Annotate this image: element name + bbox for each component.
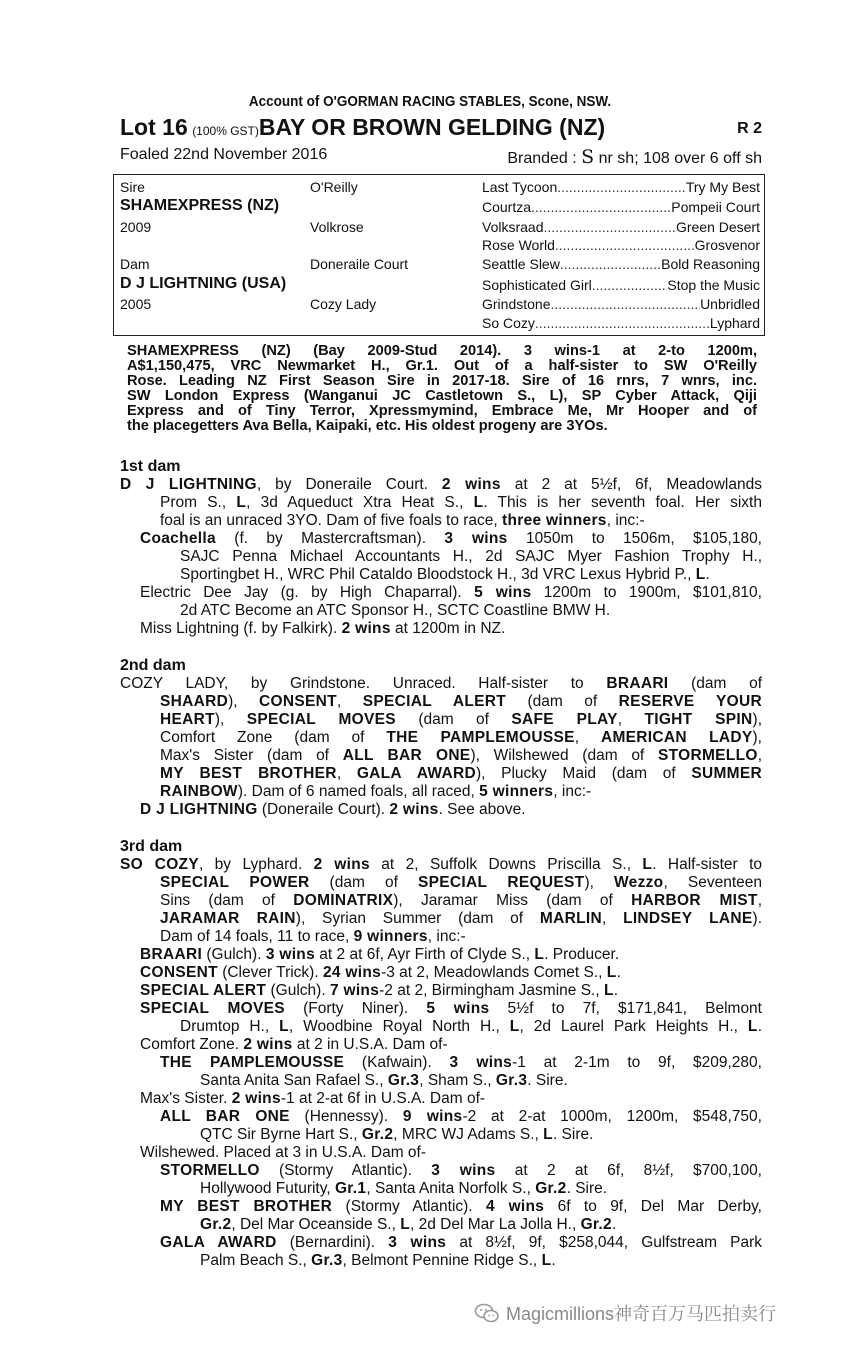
third-dam-line: SPECIAL ALERT (Gulch). 7 wins-2 at 2, Birmingham Jasmine S., L. — [140, 982, 619, 999]
first-dam-line: 2d ATC Become an ATC Sponsor H., SCTC Coastline BMW H. — [180, 602, 611, 619]
watermark-text: Magicmillions神奇百万马匹拍卖行 — [506, 1304, 777, 1324]
second-dam-heading: 2nd dam — [120, 657, 186, 674]
branded-suffix: nr sh; 108 over 6 off sh — [594, 150, 762, 167]
third-dam-line: Gr.2, Del Mar Oceanside S., L, 2d Del Mar La Jolla H., Gr.2. — [200, 1216, 617, 1233]
second-dam-line: HEART), SPECIAL MOVES (dam of SAFE PLAY, TIGHT SPIN), — [160, 711, 762, 728]
third-dam-line: SPECIAL MOVES (Forty Niner). 5 wins 5½f to 7f, $171,841, Belmont — [140, 1000, 762, 1017]
sire-sire: O'Reilly — [310, 179, 358, 195]
sire-summary-line: SW London Express (Wanganui JC Castletown S., L), SP Cyber Attack, Qiji — [127, 388, 757, 404]
third-dam-line: THE PAMPLEMOUSSE (Kafwain). 3 wins-1 at 2-1m to 9f, $209,280, — [160, 1054, 762, 1071]
second-dam-line: D J LIGHTNING (Doneraile Court). 2 wins. See above. — [140, 801, 526, 818]
first-dam-line: D J LIGHTNING, by Doneraile Court. 2 wins at 2 at 5½f, 6f, Meadowlands — [120, 476, 762, 493]
third-dam-line: GALA AWARD (Bernardini). 3 wins at 8½f, 9f, $258,044, Gulfstream Park — [160, 1234, 762, 1251]
third-dam-line: STORMELLO (Stormy Atlantic). 3 wins at 2 at 6f, 8½f, $700,100, — [160, 1162, 762, 1179]
third-dam-line: SPECIAL POWER (dam of SPECIAL REQUEST), Wezzo, Seventeen — [160, 874, 762, 891]
dam-label: Dam — [120, 256, 150, 272]
wechat-icon — [474, 1302, 500, 1324]
account-line: Account of O'GORMAN RACING STABLES, Scone, NSW. — [248, 93, 612, 110]
first-dam-line: Prom S., L, 3d Aqueduct Xtra Heat S., L. This is her seventh foal. Her sixth — [160, 494, 762, 511]
sire-summary-line: Rose. Leading NZ First Season Sire in 2017-18. Sire of 16 rnrs, 7 wnrs, inc. — [127, 373, 757, 389]
third-dam-line: Dam of 14 foals, 11 to race, 9 winners, inc:- — [160, 928, 466, 945]
sire-name: SHAMEXPRESS (NZ) — [120, 197, 280, 214]
sire-summary-line: the placegetters Ava Bella, Kaipaki, etc. His oldest progeny are 3YOs. — [127, 418, 608, 434]
second-dam-line: MY BEST BROTHER, GALA AWARD), Plucky Maid (dam of SUMMER — [160, 765, 762, 782]
first-dam-heading: 1st dam — [120, 458, 181, 475]
dam-sire: Doneraile Court — [310, 256, 409, 272]
ring-number: R 2 — [737, 120, 762, 137]
third-dam-line: Sins (dam of DOMINATRIX), Jaramar Miss (dam of HARBOR MIST, — [160, 892, 763, 909]
second-dam-line: Max's Sister (dam of ALL BAR ONE), Wilshewed (dam of STORMELLO, — [160, 747, 762, 764]
third-dam-line: Palm Beach S., Gr.3, Belmont Pennine Ridge S., L. — [200, 1252, 556, 1269]
grandparent-row: Last Tycoon ..... Try My Best — [482, 179, 760, 195]
dam-name: D J LIGHTNING (USA) — [120, 275, 287, 292]
first-dam-line: Coachella (f. by Mastercraftsman). 3 wins 1050m to 1506m, $105,180, — [140, 530, 762, 547]
lot-title — [120, 114, 762, 144]
third-dam-line: Wilshewed. Placed at 3 in U.S.A. Dam of- — [140, 1144, 427, 1161]
third-dam-line: JARAMAR RAIN), Syrian Summer (dam of MARLIN, LINDSEY LANE). — [160, 910, 763, 927]
third-dam-line: Hollywood Futurity, Gr.1, Santa Anita Norfolk S., Gr.2. Sire. — [200, 1180, 608, 1197]
sire-summary — [127, 344, 757, 434]
grandparent-row: Seattle Slew ..... Bold Reasoning — [482, 256, 760, 272]
sire-summary-line: SHAMEXPRESS (NZ) (Bay 2009-Stud 2014). 3 wins-1 at 2-to 1200m, — [127, 343, 757, 359]
third-dam-line: Comfort Zone. 2 wins at 2 in U.S.A. Dam of- — [140, 1036, 448, 1053]
third-dam-heading: 3rd dam — [120, 838, 183, 855]
watermark — [474, 1300, 776, 1326]
grandparent-row: So Cozy ..... Lyphard — [482, 315, 760, 331]
dam-dam: Cozy Lady — [310, 296, 377, 312]
third-dam-line: ALL BAR ONE (Hennessy). 9 wins-2 at 2-at 1000m, 1200m, $548,750, — [160, 1108, 762, 1125]
dam-year: 2005 — [120, 296, 152, 312]
second-dam-line: RAINBOW). Dam of 6 named foals, all raced, 5 winners, inc:- — [160, 783, 592, 800]
sire-label: Sire — [120, 179, 145, 195]
third-dam-line: SO COZY, by Lyphard. 2 wins at 2, Suffolk Downs Priscilla S., L. Half-sister to — [120, 856, 763, 873]
first-dam-line: foal is an unraced 3YO. Dam of five foals to race, three winners, inc:- — [160, 512, 645, 529]
grandparent-row: Volksraad ..... Green Desert — [482, 219, 760, 235]
third-dam-line: MY BEST BROTHER (Stormy Atlantic). 4 wins 6f to 9f, Del Mar Derby, — [160, 1198, 762, 1215]
sire-summary-line: Express and of Tiny Terror, Xpressmymind, Embrace Me, Mr Hooper and of — [127, 403, 757, 419]
lot-number: Lot 16 — [120, 114, 188, 140]
third-dam-line: Santa Anita San Rafael S., Gr.3, Sham S., Gr.3. Sire. — [200, 1072, 568, 1089]
second-dam-line: COZY LADY, by Grindstone. Unraced. Half-sister to BRAARI (dam of — [120, 675, 763, 692]
grandparent-row: Sophisticated Girl ..... Stop the Music — [482, 277, 760, 293]
brand-mark: S — [581, 146, 595, 168]
pedigree-table — [113, 174, 765, 336]
first-dam-line: SAJC Penna Michael Accountants H., 2d SAJC Myer Fashion Trophy H., — [180, 548, 762, 565]
branded-prefix: Branded : — [507, 150, 582, 167]
third-dam-line: CONSENT (Clever Trick). 24 wins-3 at 2, Meadowlands Comet S., L. — [140, 964, 621, 981]
second-dam-line: Comfort Zone (dam of THE PAMPLEMOUSSE, AMERICAN LADY), — [160, 729, 762, 746]
third-dam-line: Max's Sister. 2 wins-1 at 2-at 6f in U.S.A. Dam of- — [140, 1090, 486, 1107]
foaled-date: Foaled 22nd November 2016 — [120, 146, 328, 163]
third-dam-line: Drumtop H., L, Woodbine Royal North H., L, 2d Laurel Park Heights H., L. — [180, 1018, 762, 1035]
grandparent-row: Courtza ..... Pompeii Court — [482, 199, 760, 215]
second-dam-line: SHAARD), CONSENT, SPECIAL ALERT (dam of RESERVE YOUR — [160, 693, 762, 710]
grandparent-row: Grindstone ..... Unbridled — [482, 296, 760, 312]
sire-year: 2009 — [120, 219, 152, 235]
first-dam-line: Electric Dee Jay (g. by High Chaparral). 5 wins 1200m to 1900m, $101,810, — [140, 584, 762, 601]
branded-info — [507, 146, 762, 168]
first-dam-line: Miss Lightning (f. by Falkirk). 2 wins at 1200m in NZ. — [140, 620, 506, 637]
third-dam-line: QTC Sir Byrne Hart S., Gr.2, MRC WJ Adams S., L. Sire. — [200, 1126, 594, 1143]
first-dam-line: Sportingbet H., WRC Phil Cataldo Bloodstock H., 3d VRC Lexus Hybrid P., L. — [180, 566, 710, 583]
grandparent-row: Rose World ..... Grosvenor — [482, 237, 760, 253]
gst-note: (100% GST) — [192, 124, 259, 138]
third-dam-line: BRAARI (Gulch). 3 wins at 2 at 6f, Ayr Firth of Clyde S., L. Producer. — [140, 946, 620, 963]
sire-summary-line: A$1,150,475, VRC Newmarket H., Gr.1. Out of a half-sister to SW O'Reilly — [127, 358, 757, 374]
horse-description: BAY OR BROWN GELDING (NZ) — [258, 114, 606, 140]
sire-dam: Volkrose — [310, 219, 364, 235]
